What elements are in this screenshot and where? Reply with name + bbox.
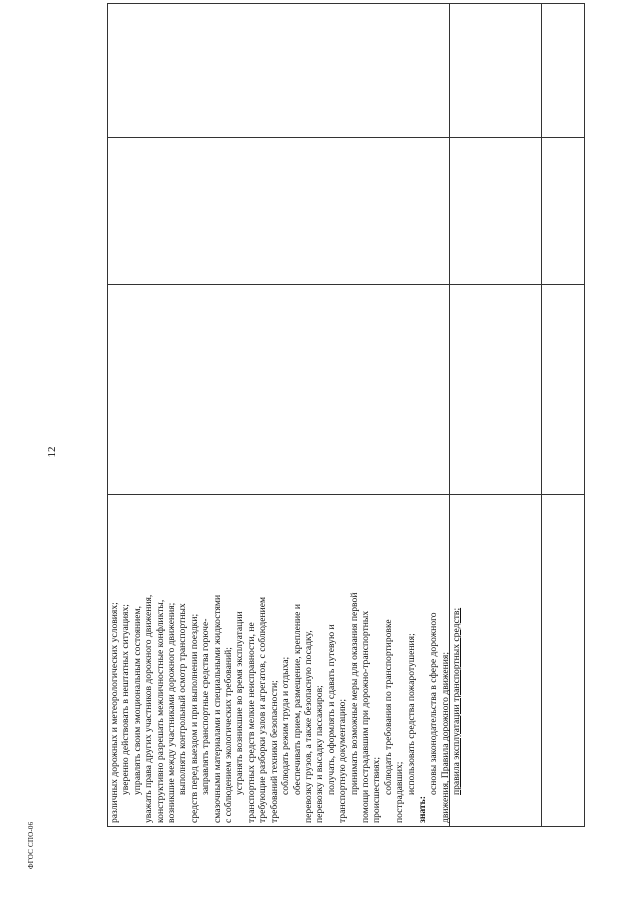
text-line: принимать возможные меры для оказания первой <box>348 592 360 795</box>
text-line: правила эксплуатации транспортных средств; <box>451 607 463 795</box>
text-line: получать, оформлять и сдавать путевую и <box>325 624 337 795</box>
text-line: уверенно действовать в нештатных ситуациях; <box>120 604 132 795</box>
skills-cell <box>109 498 463 823</box>
text-line: транспортную документацию; <box>337 698 349 823</box>
text-line: помощи пострадавшим при дорожно-транспортных <box>359 610 371 823</box>
text-line: управлять своим эмоциональным состоянием, <box>131 606 143 795</box>
text-line: использовать средства пожаротушения; <box>405 633 417 795</box>
text-line: соблюдать режим труда и отдыха; <box>280 656 292 795</box>
text-line: требований техники безопасности; <box>268 680 280 823</box>
text-line: смазочными материалами и специальными жидкостями <box>211 594 223 823</box>
text-line: требующие разборки узлов и агрегатов, с соблюдением <box>257 596 269 823</box>
text-line: заправлять транспортные средства горюче- <box>200 618 212 795</box>
text-line: движения, Правила дорожного движения; <box>439 651 451 823</box>
table-column-divider <box>107 284 585 285</box>
text-line: транспортных средств мелкие неисправности, не <box>245 622 257 823</box>
text-line: основы законодательства в сфере дорожного <box>428 612 440 795</box>
text-line: перевозку и высадку пассажиров; <box>314 685 326 823</box>
text-line: с соблюдением экологических требований; <box>223 647 235 823</box>
text-line: возникшие между участниками дорожного движения; <box>166 602 178 823</box>
text-line: конструктивно разрешать межличностные конфликты, <box>154 599 166 823</box>
section-heading-know: знать: <box>416 796 428 823</box>
text-line: обеспечивать прием, размещение, крепление и <box>291 604 303 795</box>
text-line: происшествиях; <box>371 757 383 823</box>
table-column-divider <box>107 494 585 495</box>
text-line: средств перед выездом и при выполнении поездки; <box>188 613 200 823</box>
text-line: уважать права других участников дорожного движения, <box>143 594 155 823</box>
table-column-divider <box>107 137 585 138</box>
table-row-divider <box>541 3 542 827</box>
text-line: пострадавших; <box>394 761 406 823</box>
text-line: устранять возникшие во время эксплуатации <box>234 611 246 795</box>
text-line: различных дорожных и метеорологических условиях; <box>109 602 120 823</box>
text-line: выполнять контрольный осмотр транспортных <box>177 603 189 795</box>
footer-code: ФГОС СПО-06 <box>27 821 35 869</box>
text-line: соблюдать требования по транспортировке <box>382 619 394 795</box>
text-line: перевозку грузов, а также безопасную посадку, <box>302 630 314 823</box>
page-number: 12 <box>46 446 58 458</box>
